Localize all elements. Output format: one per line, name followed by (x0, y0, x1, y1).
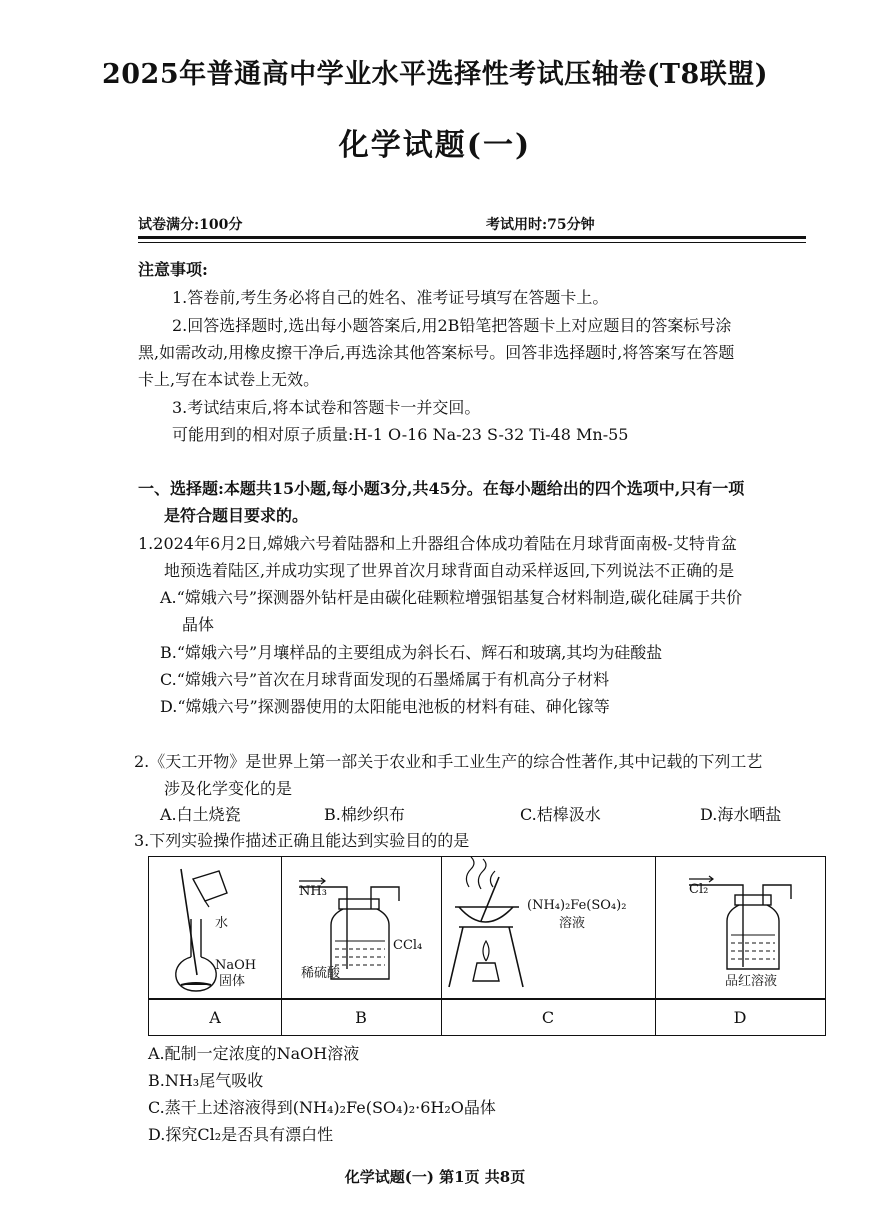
magenta-solution-label: 品红溶液 (725, 974, 778, 989)
q1-stem-line2: 地预选着陆区,并成功实现了世界首次月球背面自动采样返回,下列说法不正确的是 (164, 561, 735, 580)
q1-option-a-line1: A.“嫦娥六号”探测器外钻杆是由碳化硅颗粒增强铝基复合材料制造,碳化硅属于共价 (160, 588, 743, 607)
ammonium-iron-sulfate-label: (NH₄)₂Fe(SO₄)₂ (527, 898, 627, 913)
figure-b-cell (281, 857, 442, 1035)
paper-subtitle: 化学试题(一) (338, 128, 532, 163)
figure-d-label: D (733, 1008, 747, 1027)
figure-c-label: C (541, 1008, 555, 1027)
figure-a-label: A (209, 1008, 221, 1027)
gas-washing-bottle-d-diagram (655, 857, 825, 998)
q3-stem: 3.下列实验操作描述正确且能达到实验目的的是 (134, 831, 470, 850)
q2-option-c: C.桔槔汲水 (520, 805, 601, 824)
section-1-heading: 一、选择题:本题共15小题,每小题3分,共45分。在每小题给出的四个选项中,只有一项 (138, 479, 745, 498)
evaporating-dish-diagram (441, 857, 655, 998)
figure-a-cell (149, 857, 282, 1035)
q1-option-b: B.“嫦娥六号”月壤样品的主要组成为斜长石、辉石和玻璃,其均为硅酸盐 (160, 643, 663, 662)
figure-table-row-divider (149, 998, 825, 1000)
notice-item-2-line3: 卡上,写在本试卷上无效。 (138, 370, 320, 389)
q2-option-a: A.白土烧瓷 (160, 805, 241, 824)
q3-option-a: A.配制一定浓度的NaOH溶液 (148, 1044, 360, 1063)
q2-stem-line2: 涉及化学变化的是 (164, 779, 293, 798)
notice-heading: 注意事项: (138, 260, 208, 279)
figure-b-label: B (355, 1008, 367, 1027)
q3-figure-table (148, 856, 826, 1036)
page-footer: 化学试题(一) 第1页 共8页 (344, 1168, 526, 1186)
cl2-label: Cl₂ (689, 882, 709, 897)
q2-stem-line1: 2.《天工开物》是世界上第一部关于农业和手工业生产的综合性著作,其中记载的下列工艺 (134, 752, 763, 771)
notice-item-2-line1: 2.回答选择题时,选出每小题答案后,用2B铅笔把答题卡上对应题目的答案标号涂 (172, 316, 732, 335)
q1-option-a-line2: 晶体 (182, 615, 215, 634)
q2-option-b: B.棉纱织布 (324, 805, 405, 824)
full-score: 试卷满分:100分 (138, 217, 243, 233)
notice-item-3: 3.考试结束后,将本试卷和答题卡一并交回。 (172, 398, 481, 417)
nh3-label: NH₃ (299, 884, 327, 899)
ccl4-label: CCl₄ (393, 938, 423, 953)
exam-title: 2025年普通高中学业水平选择性考试压轴卷(T8联盟) (101, 59, 769, 90)
solution-label: 溶液 (559, 916, 586, 931)
notice-item-2-line2: 黑,如需改动,用橡皮擦干净后,再选涂其他答案标号。回答非选择题时,将答案写在答题 (138, 343, 735, 362)
header-rule (138, 236, 806, 239)
q3-option-b: B.NH₃尾气吸收 (148, 1071, 264, 1090)
figure-c-cell (441, 857, 656, 1035)
q1-option-c: C.“嫦娥六号”首次在月球背面发现的石墨烯属于有机高分子材料 (160, 670, 610, 689)
water-label: 水 (215, 916, 229, 931)
section-1-heading-line2: 是符合题目要求的。 (164, 506, 309, 525)
q1-stem-line1: 1.2024年6月2日,嫦娥六号着陆器和上升器组合体成功着陆在月球背面南极-艾特肯盆 (138, 534, 737, 553)
gas-washing-bottle-b-diagram (281, 857, 441, 998)
solid-label: 固体 (219, 974, 246, 989)
dilute-acid-label: 稀硫酸 (301, 966, 341, 981)
volumetric-flask-diagram (149, 857, 281, 998)
q3-option-d: D.探究Cl₂是否具有漂白性 (148, 1125, 334, 1144)
naoh-label: NaOH (215, 958, 257, 973)
atomic-mass-list: 可能用到的相对原子质量:H-1 O-16 Na-23 S-32 Ti-48 Mn-55 (172, 425, 629, 444)
notice-item-1: 1.答卷前,考生务必将自己的姓名、准考证号填写在答题卡上。 (172, 288, 609, 307)
header-rule-thin (138, 242, 806, 243)
exam-time: 考试用时:75分钟 (486, 217, 595, 233)
figure-d-cell (655, 857, 826, 1035)
q1-option-d: D.“嫦娥六号”探测器使用的太阳能电池板的材料有硅、砷化镓等 (160, 697, 610, 716)
q3-option-c: C.蒸干上述溶液得到(NH₄)₂Fe(SO₄)₂·6H₂O晶体 (148, 1098, 496, 1117)
q2-option-d: D.海水晒盐 (700, 805, 782, 824)
